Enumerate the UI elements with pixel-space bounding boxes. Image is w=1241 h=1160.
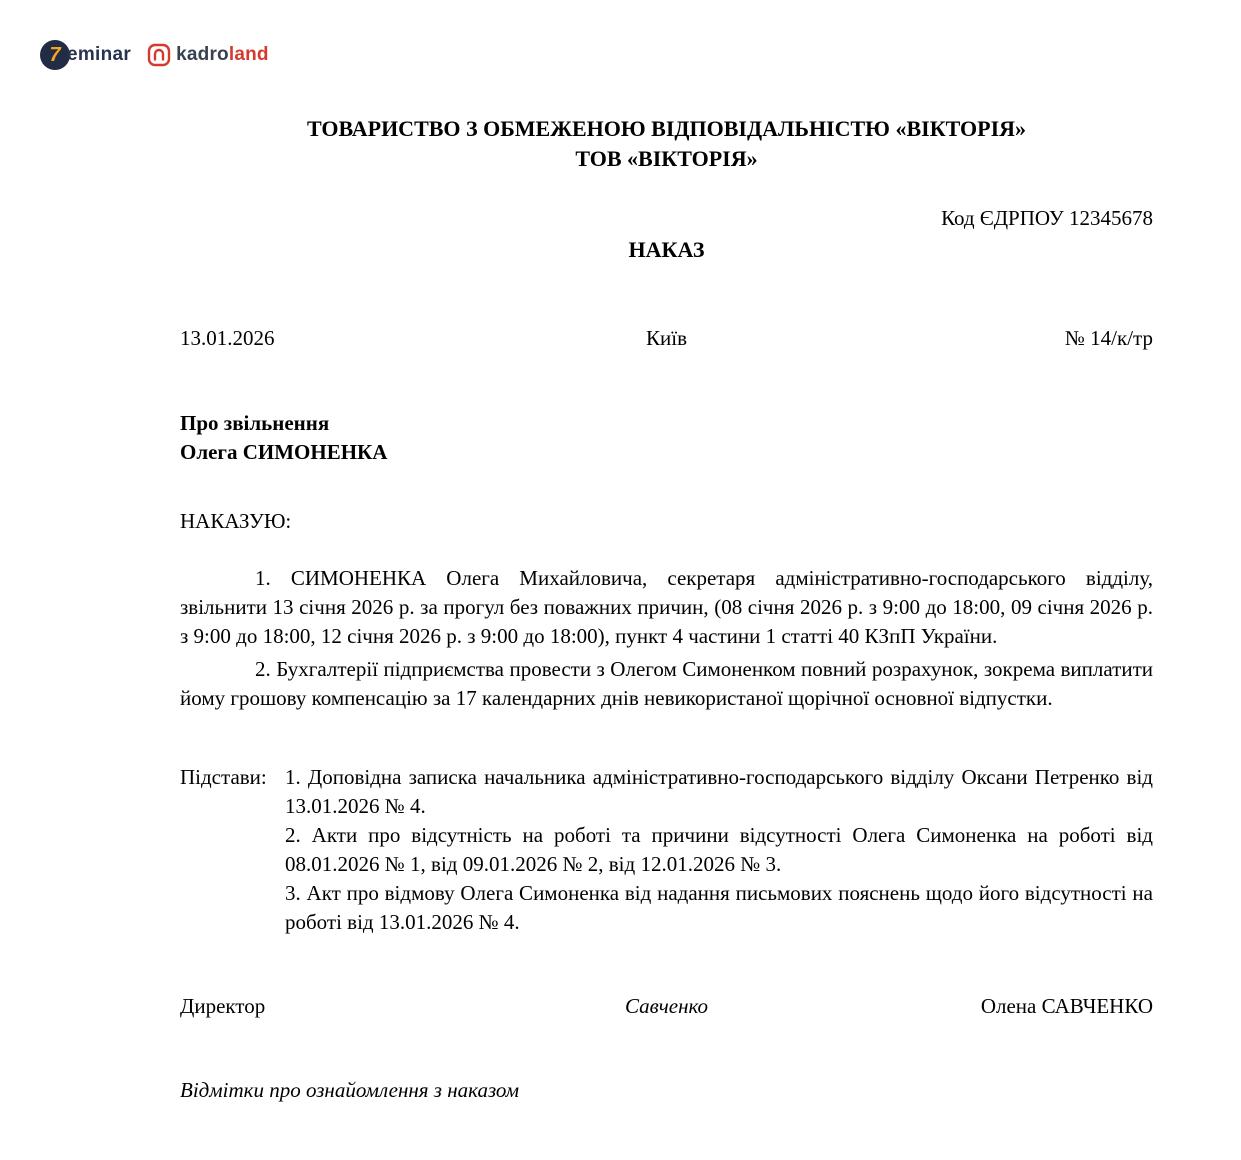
signature-handwritten: Савченко (624, 994, 709, 1018)
order-intro: НАКАЗУЮ: (180, 509, 292, 533)
order-item-1: 1. СИМОНЕНКА Олега Михайловича, секретаря адміністративно-господарського відділу, звільнити 13 січня 2026 р. за прогул без поважних причин, (08 січня 2026 р. з 9:00 до 18:00, 09 січня 2026 р. з 9:00 до 18:00, 12 січня 2026 р. з 9:00 до 18:00), пункт 4 частини 1 статті 40 КЗпП України. (180, 566, 1153, 648)
brand-watermarks (0, 0, 1241, 70)
seminar-seven-icon (40, 40, 70, 70)
seminar-seven-digit: 7 (49, 44, 61, 66)
document-type-title: НАКАЗ (628, 237, 705, 262)
seminar-logo (40, 40, 131, 70)
grounds-label: Підстави: (180, 765, 267, 789)
seminar-logo-text: eminar (67, 44, 132, 65)
kadroland-logo (147, 43, 269, 67)
grounds-list (285, 763, 1153, 937)
document-subject (180, 409, 1153, 467)
signature-row (180, 992, 1153, 1021)
document-date: 13.01.2026 (180, 326, 275, 350)
document-city: Київ (645, 326, 687, 350)
grounds-item-2: 2. Акти про відсутність на роботі та причини відсутності Олега Симоненка на роботі від 08.01.2026 № 1, від 09.01.2026 № 2, від 12.01.2026 № 3. (285, 823, 1153, 876)
order-document (0, 114, 1241, 1105)
subject-line-1: Про звільнення (180, 411, 330, 435)
grounds-item-3: 3. Акт про відмову Олега Симоненка від надання письмових пояснень щодо його відсутності на роботі від 13.01.2026 № 4. (285, 881, 1153, 934)
grounds-section (180, 763, 1153, 937)
kadroland-text-kadro: kadro (176, 44, 229, 65)
signer-position: Директор (180, 994, 266, 1018)
edrpou-code: Код ЄДРПОУ 12345678 (941, 206, 1153, 230)
document-number: № 14/к/тр (1064, 326, 1153, 350)
company-name-short: ТОВ «ВІКТОРІЯ» (575, 146, 758, 171)
document-meta-row (180, 324, 1153, 353)
company-title (180, 114, 1153, 174)
subject-line-2: Олега СИМОНЕНКА (180, 440, 388, 464)
signer-full-name: Олена САВЧЕНКО (980, 994, 1153, 1018)
kadroland-icon (147, 43, 171, 67)
acknowledgement-note: Відмітки про ознайомлення з наказом (180, 1078, 519, 1102)
grounds-item-1: 1. Доповідна записка начальника адміністративно-господарського відділу Оксани Петренко від 13.01.2026 № 4. (285, 765, 1153, 818)
company-name-full: ТОВАРИСТВО З ОБМЕЖЕНОЮ ВІДПОВІДАЛЬНІСТЮ «ВІКТОРІЯ» (306, 116, 1027, 141)
kadroland-logo-text (176, 44, 269, 66)
kadroland-text-land: land (228, 44, 269, 65)
order-item-2: 2. Бухгалтерії підприємства провести з Олегом Симоненком повний розрахунок, зокрема виплатити йому грошову компенсацію за 17 календарних днів невикористаної щорічної основної відпустки. (180, 657, 1153, 710)
